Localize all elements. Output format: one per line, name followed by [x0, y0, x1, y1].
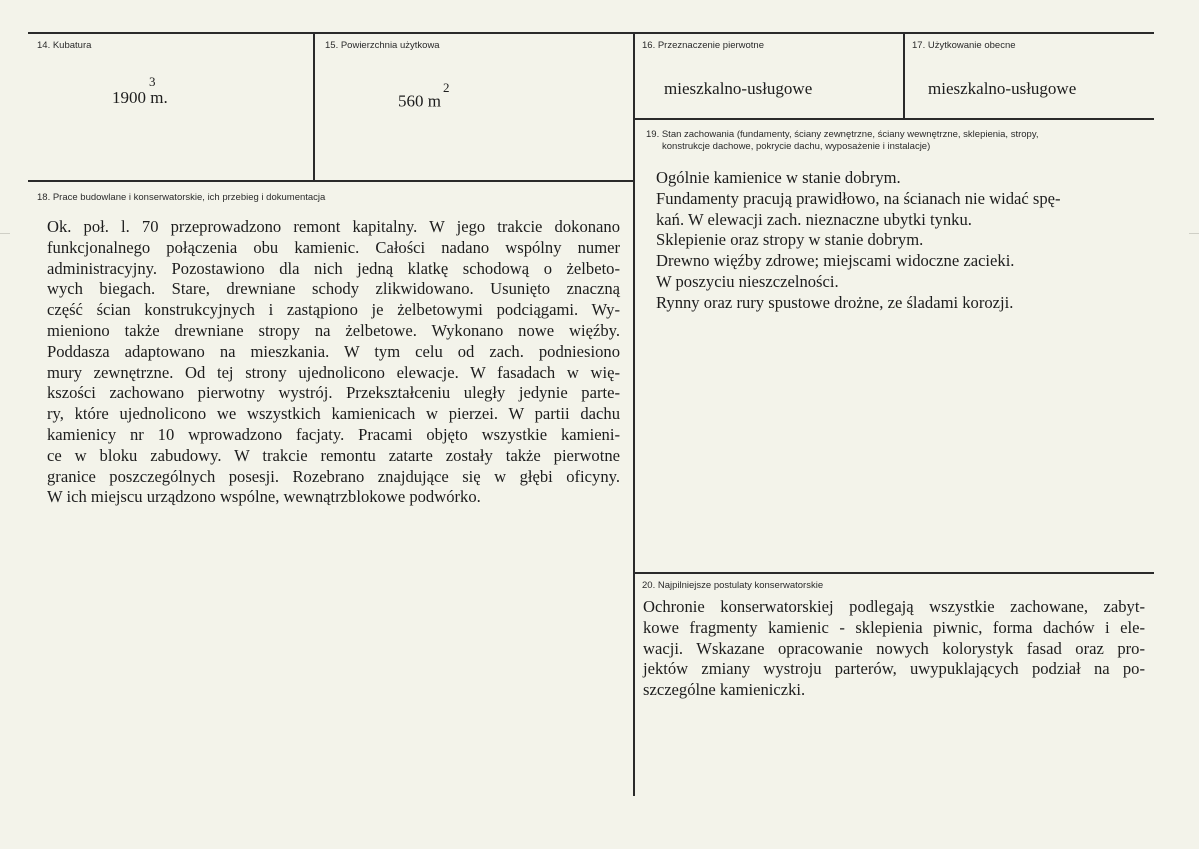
field-15-number: 560 m	[398, 91, 441, 111]
field-17-value: mieszkalno-usługowe	[928, 79, 1077, 98]
field-14-unit-exponent: 3	[149, 74, 156, 89]
field-15-label: 15. Powierzchnia użytkowa	[325, 40, 440, 51]
field-15-unit-exponent: 2	[442, 80, 450, 95]
field-15-value	[398, 80, 450, 112]
field-18-line: Poddasza adaptowano na mieszkania. W tym celu od zach. podniesiono	[47, 341, 620, 361]
divider-main	[633, 32, 635, 796]
field-18-text	[47, 217, 620, 508]
field-19-line: Rynny oraz rury spustowe drożne, ze śladami korozji.	[656, 292, 1014, 312]
field-16-value: mieszkalno-usługowe	[664, 79, 813, 98]
divider-19-20	[633, 572, 1154, 574]
field-18-line: granice poszczególnych posesji. Rozebrano znajdujące się w głębi oficyny.	[47, 466, 620, 486]
field-20-line: Ochronie konserwatorskiej podlegają wszystkie zachowane, zabyt-	[643, 597, 1145, 616]
field-14-value	[112, 74, 168, 108]
field-18-line: W ich miejscu urządzono wspólne, wewnątrzblokowe podwórko.	[47, 487, 481, 507]
field-19-line: W poszyciu nieszczelności.	[656, 271, 839, 291]
field-19-line: Drewno więźby zdrowe; miejscami widoczne zacieki.	[656, 251, 1015, 271]
field-19-line: Ogólnie kamienice w stanie dobrym.	[656, 168, 901, 187]
field-18-line: funkcjonalnego połączenia obu kamienic. Całości nadano wspólny numer	[47, 237, 620, 257]
field-18-line: administracyjny. Pozostawiono dla nich jedną klatkę schodową o żelbeto-	[47, 258, 620, 278]
field-19-line: Fundamenty pracują prawidłowo, na ścianach nie widać spę-	[656, 188, 1061, 208]
field-20-line: wacji. Wskazane opracowanie nowych kolorystyk fasad oraz pro-	[643, 638, 1145, 658]
field-18-line: ry, które ujednolicono we wszystkich kamienicach w pierzei. W partii dachu	[47, 404, 620, 424]
field-20-line: szczególne kamieniczki.	[643, 680, 806, 700]
scan-edge-mark-right	[1189, 233, 1199, 234]
field-18-line: kszości zachowano pierwotny wystrój. Przekształceniu uległy jedynie parte-	[47, 383, 620, 403]
field-19-text	[656, 168, 1123, 314]
field-19-line: Sklepienie oraz stropy w stanie dobrym.	[656, 230, 924, 250]
field-19-line: kań. W elewacji zach. nieznaczne ubytki tynku.	[656, 209, 972, 229]
field-18-line: mury zewnętrzne. Od tej strony ujednolicono elewacje. W fasadach w wię-	[47, 362, 620, 382]
field-20-line: kowe fragmenty kamienic - sklepienia piwnic, forma dachów i ele-	[643, 617, 1145, 637]
field-18-line: ce w bloku zabudowy. W trakcie remontu zatarte zostały także pierwotne	[47, 445, 620, 465]
field-20-text	[643, 597, 1145, 701]
field-18-line: Ok. poł. l. 70 przeprowadzono remont kapitalny. W jego trakcie dokonano	[47, 217, 620, 236]
field-17-label: 17. Użytkowanie obecne	[912, 40, 1016, 51]
top-border	[28, 32, 1154, 34]
divider-14-15	[313, 32, 315, 180]
field-18-line: mieniono także drewniane stropy na żelbetowe. Wykonano nowe więźby.	[47, 320, 620, 340]
field-14-label: 14. Kubatura	[37, 40, 92, 51]
field-18-line: kamienicy nr 10 wprowadzono facjaty. Pracami objęto wszystkie kamieni-	[47, 424, 620, 444]
field-18-line: część ścian konstrukcyjnych i zastąpiono je żelbetowymi podciągami. Wy-	[47, 300, 620, 320]
field-18-label: 18. Prace budowlane i konserwatorskie, ich przebieg i dokumentacja	[37, 192, 326, 203]
field-19-label-line1: 19. Stan zachowania (fundamenty, ściany zewnętrzne, ściany wewnętrzne, sklepienia, stropy,	[646, 129, 1039, 140]
field-16-label: 16. Przeznaczenie pierwotne	[642, 40, 764, 51]
field-19-label-line2: konstrukcje dachowe, pokrycie dachu, wyposażenie i instalacje)	[662, 141, 931, 152]
scan-edge-mark-left	[0, 233, 10, 234]
divider-14-18	[28, 180, 634, 182]
field-20-label: 20. Najpilniejsze postulaty konserwatorskie	[642, 580, 824, 591]
field-18-line: wych biegach. Stare, drewniane schody zlikwidowano. Usunięto znaczną	[47, 279, 620, 299]
divider-16-19	[633, 118, 1154, 120]
field-14-number: 1900 m.	[112, 88, 168, 107]
field-20-line: jektów zmiany wystroju parterów, uwypuklających podział na po-	[643, 659, 1145, 679]
divider-16-17	[903, 32, 905, 118]
